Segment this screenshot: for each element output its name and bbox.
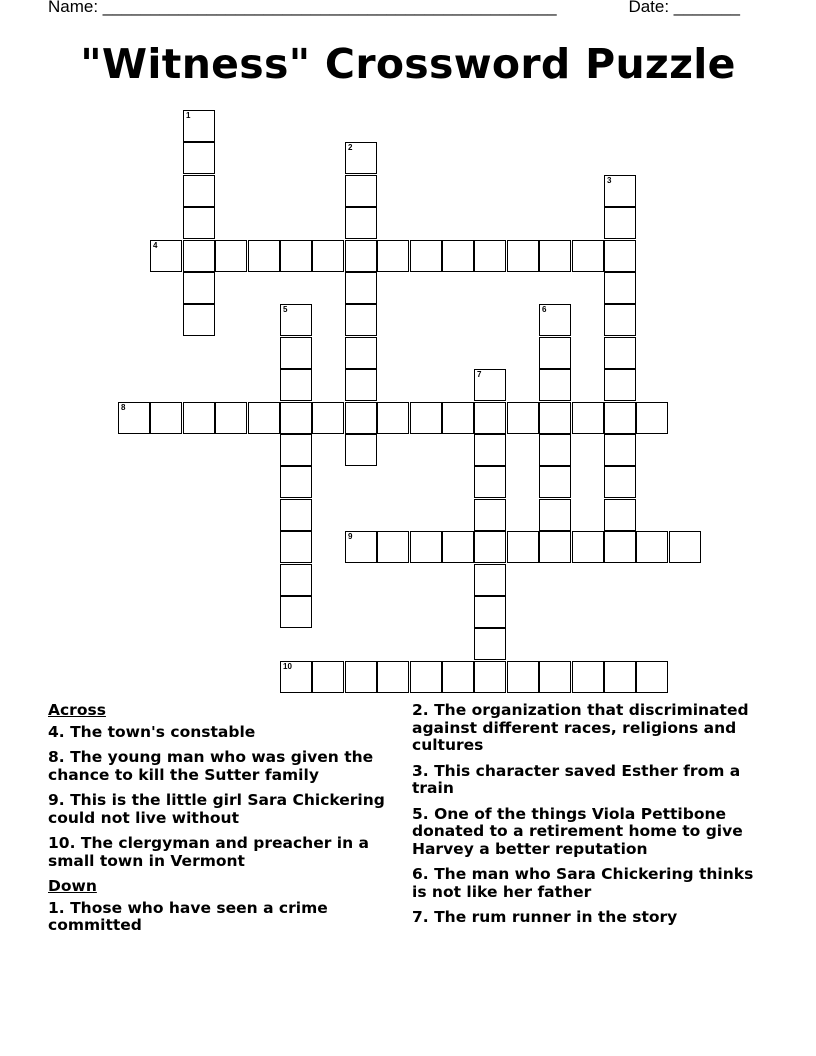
grid-cell[interactable] <box>345 337 377 369</box>
clue-text: The rum runner in the story <box>434 908 678 926</box>
grid-cell[interactable] <box>604 402 636 434</box>
grid-cell[interactable] <box>604 369 636 401</box>
grid-cell[interactable] <box>539 369 571 401</box>
clue-down-2 <box>412 702 757 755</box>
clue-number-label: 4 <box>153 241 158 250</box>
grid-cell[interactable] <box>280 434 312 466</box>
grid-cell[interactable] <box>474 531 506 563</box>
grid-cell[interactable] <box>507 402 539 434</box>
grid-cell[interactable] <box>280 466 312 498</box>
grid-cell[interactable] <box>474 434 506 466</box>
clue-text: One of the things Viola Pettibone donated to a retirement home to give Harvey a better reputation <box>412 804 743 858</box>
clue-text: The young man who was given the chance to kill the Sutter family <box>48 748 374 784</box>
grid-cell[interactable] <box>345 272 377 304</box>
grid-cell[interactable] <box>442 240 474 272</box>
grid-cell[interactable] <box>312 661 344 693</box>
grid-cell[interactable] <box>410 402 442 434</box>
grid-cell[interactable] <box>507 240 539 272</box>
grid-cell[interactable] <box>183 207 215 239</box>
clue-number-label: 9 <box>348 532 353 541</box>
grid-cell[interactable] <box>345 175 377 207</box>
grid-cell[interactable] <box>183 110 215 142</box>
grid-cell[interactable] <box>215 402 247 434</box>
clue-number: 3. <box>412 761 429 780</box>
grid-cell[interactable] <box>345 661 377 693</box>
grid-cell[interactable] <box>280 531 312 563</box>
grid-cell[interactable] <box>345 142 377 174</box>
grid-cell[interactable] <box>539 499 571 531</box>
grid-cell[interactable] <box>474 661 506 693</box>
grid-cell[interactable] <box>604 272 636 304</box>
grid-cell[interactable] <box>248 402 280 434</box>
clue-across-10 <box>48 835 398 870</box>
grid-cell[interactable] <box>183 142 215 174</box>
grid-cell[interactable] <box>410 661 442 693</box>
grid-cell[interactable] <box>280 402 312 434</box>
grid-cell[interactable] <box>604 531 636 563</box>
grid-cell[interactable] <box>345 207 377 239</box>
grid-cell[interactable] <box>248 240 280 272</box>
grid-cell[interactable] <box>345 434 377 466</box>
grid-cell[interactable] <box>539 434 571 466</box>
clue-number: 7. <box>412 908 429 926</box>
clue-number-label: 1 <box>186 111 191 120</box>
clue-number: 1. <box>48 898 65 917</box>
grid-cell[interactable] <box>604 337 636 369</box>
grid-cell[interactable] <box>377 661 409 693</box>
grid-cell[interactable] <box>572 531 604 563</box>
clue-across-8 <box>48 749 398 784</box>
grid-cell[interactable] <box>539 531 571 563</box>
grid-cell[interactable] <box>345 402 377 434</box>
grid-cell[interactable] <box>183 304 215 336</box>
grid-cell[interactable] <box>474 240 506 272</box>
grid-cell[interactable] <box>280 304 312 336</box>
grid-cell[interactable] <box>604 466 636 498</box>
clue-text: Those who have seen a crime committed <box>48 898 328 934</box>
grid-cell[interactable] <box>636 661 668 693</box>
grid-cell[interactable] <box>312 240 344 272</box>
grid-cell[interactable] <box>604 240 636 272</box>
clue-down-5 <box>412 806 757 859</box>
grid-cell[interactable] <box>345 240 377 272</box>
grid-cell[interactable] <box>345 369 377 401</box>
grid-cell[interactable] <box>507 661 539 693</box>
clue-text: The clergyman and preacher in a small town in Vermont <box>48 834 369 870</box>
grid-cell[interactable] <box>150 402 182 434</box>
grid-cell[interactable] <box>474 466 506 498</box>
clue-number: 2. <box>412 701 429 719</box>
clue-across-9 <box>48 792 398 827</box>
grid-cell[interactable] <box>183 175 215 207</box>
grid-cell[interactable] <box>377 531 409 563</box>
clues-left-column <box>48 702 398 943</box>
grid-cell[interactable] <box>604 304 636 336</box>
clue-text: This character saved Esther from a train <box>412 761 741 797</box>
clue-number-label: 7 <box>477 370 482 379</box>
grid-cell[interactable] <box>410 240 442 272</box>
grid-cell[interactable] <box>539 466 571 498</box>
clue-text: The town's constable <box>70 722 256 741</box>
clue-text: The man who Sara Chickering thinks is not like her father <box>412 865 754 901</box>
grid-cell[interactable] <box>183 272 215 304</box>
clues-right-column <box>412 702 757 935</box>
grid-cell[interactable] <box>280 369 312 401</box>
clue-down-7 <box>412 909 757 927</box>
grid-cell[interactable] <box>345 531 377 563</box>
clue-number-label: 10 <box>283 662 292 671</box>
grid-cell[interactable] <box>636 531 668 563</box>
grid-cell[interactable] <box>442 402 474 434</box>
clue-text: This is the little girl Sara Chickering could not live without <box>48 791 385 827</box>
grid-cell[interactable] <box>280 337 312 369</box>
clue-across-4 <box>48 724 398 742</box>
grid-cell[interactable] <box>410 531 442 563</box>
grid-cell[interactable] <box>539 661 571 693</box>
grid-cell[interactable] <box>572 661 604 693</box>
grid-cell[interactable] <box>312 402 344 434</box>
grid-cell[interactable] <box>604 661 636 693</box>
page-title: "Witness" Crossword Puzzle <box>80 40 736 88</box>
across-heading: Across <box>48 701 106 719</box>
grid-cell[interactable] <box>604 175 636 207</box>
grid-cell[interactable] <box>669 531 701 563</box>
grid-cell[interactable] <box>539 304 571 336</box>
grid-cell[interactable] <box>280 661 312 693</box>
clue-number-label: 2 <box>348 143 353 152</box>
clue-down-6 <box>412 866 757 901</box>
grid-cell[interactable] <box>442 531 474 563</box>
grid-cell[interactable] <box>377 402 409 434</box>
grid-cell[interactable] <box>539 402 571 434</box>
grid-cell[interactable] <box>474 499 506 531</box>
grid-cell[interactable] <box>442 661 474 693</box>
clue-number: 4. <box>48 722 65 741</box>
grid-cell[interactable] <box>183 240 215 272</box>
grid-cell[interactable] <box>474 628 506 660</box>
grid-cell[interactable] <box>345 304 377 336</box>
clue-number-label: 5 <box>283 305 288 314</box>
grid-cell[interactable] <box>539 240 571 272</box>
grid-cell[interactable] <box>215 240 247 272</box>
grid-cell[interactable] <box>280 499 312 531</box>
grid-cell[interactable] <box>604 499 636 531</box>
clue-number: 10. <box>48 834 76 852</box>
grid-cell[interactable] <box>572 402 604 434</box>
grid-cell[interactable] <box>507 531 539 563</box>
clue-number-label: 6 <box>542 305 547 314</box>
clue-number: 5. <box>412 804 429 823</box>
grid-cell[interactable] <box>474 369 506 401</box>
grid-cell[interactable] <box>572 240 604 272</box>
grid-cell[interactable] <box>280 240 312 272</box>
grid-cell[interactable] <box>474 402 506 434</box>
down-heading: Down <box>48 877 97 895</box>
clue-number: 9. <box>48 791 65 809</box>
grid-cell[interactable] <box>280 596 312 628</box>
grid-cell[interactable] <box>377 240 409 272</box>
clue-text: The organization that discriminated against different races, religions and cultures <box>412 701 749 754</box>
clue-down-1 <box>48 900 398 935</box>
grid-cell[interactable] <box>539 337 571 369</box>
grid-cell[interactable] <box>118 402 150 434</box>
date-field-label: Date: _______ <box>628 0 740 16</box>
grid-cell[interactable] <box>604 207 636 239</box>
clue-number: 8. <box>48 748 65 766</box>
grid-cell[interactable] <box>280 564 312 596</box>
grid-cell[interactable] <box>636 402 668 434</box>
grid-cell[interactable] <box>183 402 215 434</box>
grid-cell[interactable] <box>604 434 636 466</box>
grid-cell[interactable] <box>474 564 506 596</box>
clue-number: 6. <box>412 865 429 883</box>
grid-cell[interactable] <box>474 596 506 628</box>
grid-cell[interactable] <box>150 240 182 272</box>
clue-number-label: 3 <box>607 176 612 185</box>
clue-number-label: 8 <box>121 403 126 412</box>
clue-down-3 <box>412 763 757 798</box>
name-field-label: Name: ________________________________________________ <box>48 0 557 16</box>
